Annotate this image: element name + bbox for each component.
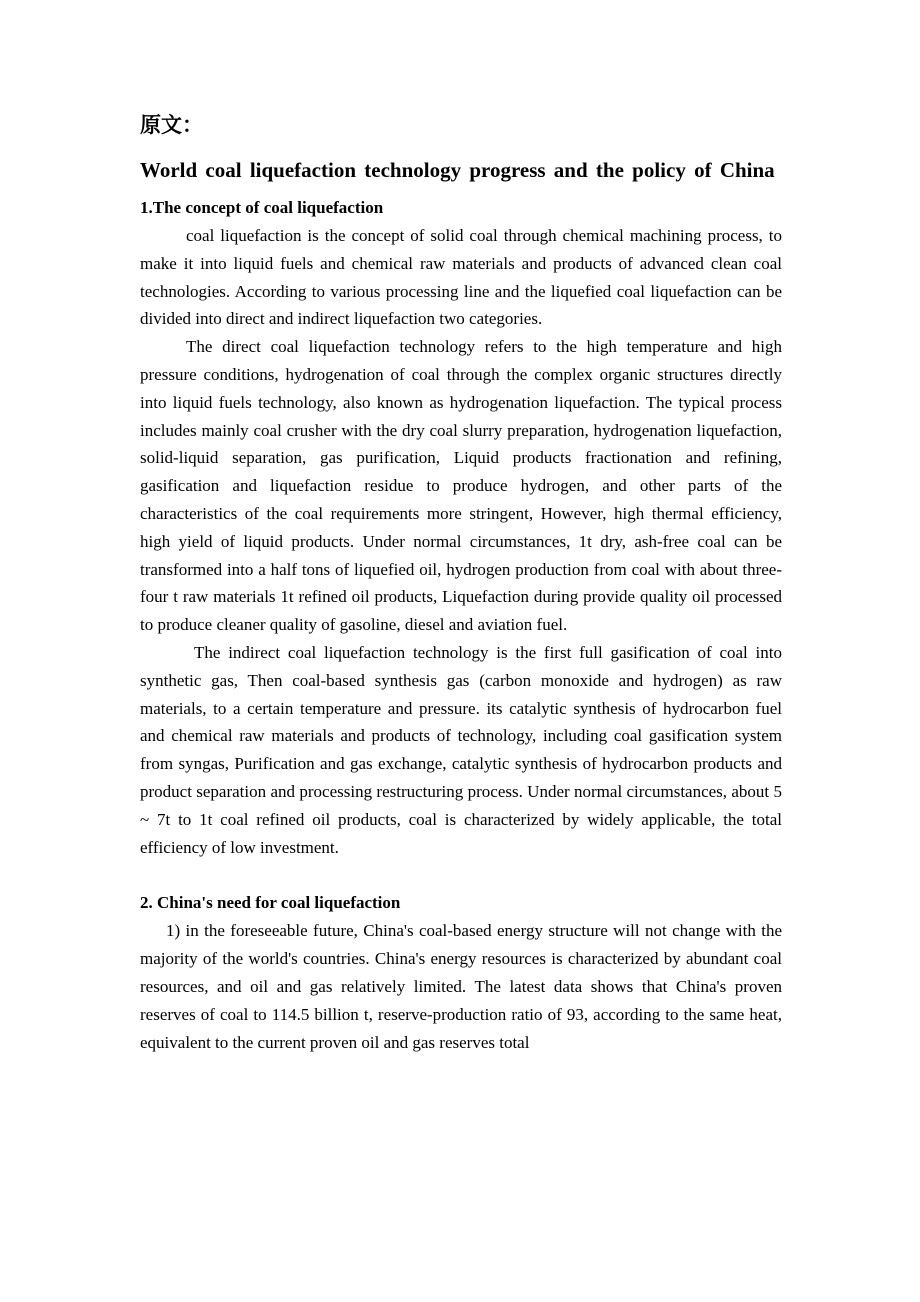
- paragraph: 1) in the foreseeable future, China's coal-based energy structure will not change with the majority of the world's countries. China's energy resources is characterized by abundant coal resources, and oil and gas relatively limited. The latest data shows that China's proven reserves of coal to 114.5 billion t, reserve-production ratio of 93, according to the same heat, equivalent to the current proven oil and gas reserves total: [140, 921, 782, 1052]
- paragraph: coal liquefaction is the concept of solid coal through chemical machining process, to make it into liquid fuels and chemical raw materials and products of advanced clean coal technologies. According to various processing line and the liquefied coal liquefaction can be divided into direct and indirect liquefaction two categories.: [140, 226, 782, 329]
- source-text-label: 原文：: [140, 113, 203, 137]
- document-page: [140, 110, 782, 1056]
- document-title: World coal liquefaction technology progress and the policy of China: [140, 158, 775, 182]
- section-heading-concept: 1.The concept of coal liquefaction: [140, 198, 384, 217]
- section-heading-china-need: 2. China's need for coal liquefaction: [140, 893, 401, 913]
- paragraph: The indirect coal liquefaction technology is the first full gasification of coal into synthetic gas, Then coal-based synthesis gas (carbon monoxide and hydrogen) as raw materials, to a certain temperature and pressure. its catalytic synthesis of hydrocarbon fuel and chemical raw materials and products of technology, including coal gasification system from syngas, Purification and gas exchange, catalytic synthesis of hydrocarbon products and product separation and processing restructuring process. Under normal circumstances, about 5 ~ 7t to 1t coal refined oil products, coal is characterized by widely applicable, the total efficiency of low investment.: [140, 642, 782, 857]
- paragraph: The direct coal liquefaction technology refers to the high temperature and high pressure conditions, hydrogenation of coal through the complex organic structures directly into liquid fuels technology, also known as hydrogenation liquefaction. The typical process includes mainly coal crusher with the dry coal slurry preparation, hydrogenation liquefaction, solid-liquid separation, gas purification, Liquid products fractionation and refining, gasification and liquefaction residue to produce hydrogen, and other parts of the characteristics of the coal requirements more stringent, However, high thermal efficiency, high yield of liquid products. Under normal circumstances, 1t dry, ash-free coal can be transformed into a half tons of liquefied oil, hydrogen production from coal with about three-four t raw materials 1t refined oil products, Liquefaction during provide quality oil processed to produce cleaner quality of gasoline, diesel and aviation fuel.: [140, 337, 782, 635]
